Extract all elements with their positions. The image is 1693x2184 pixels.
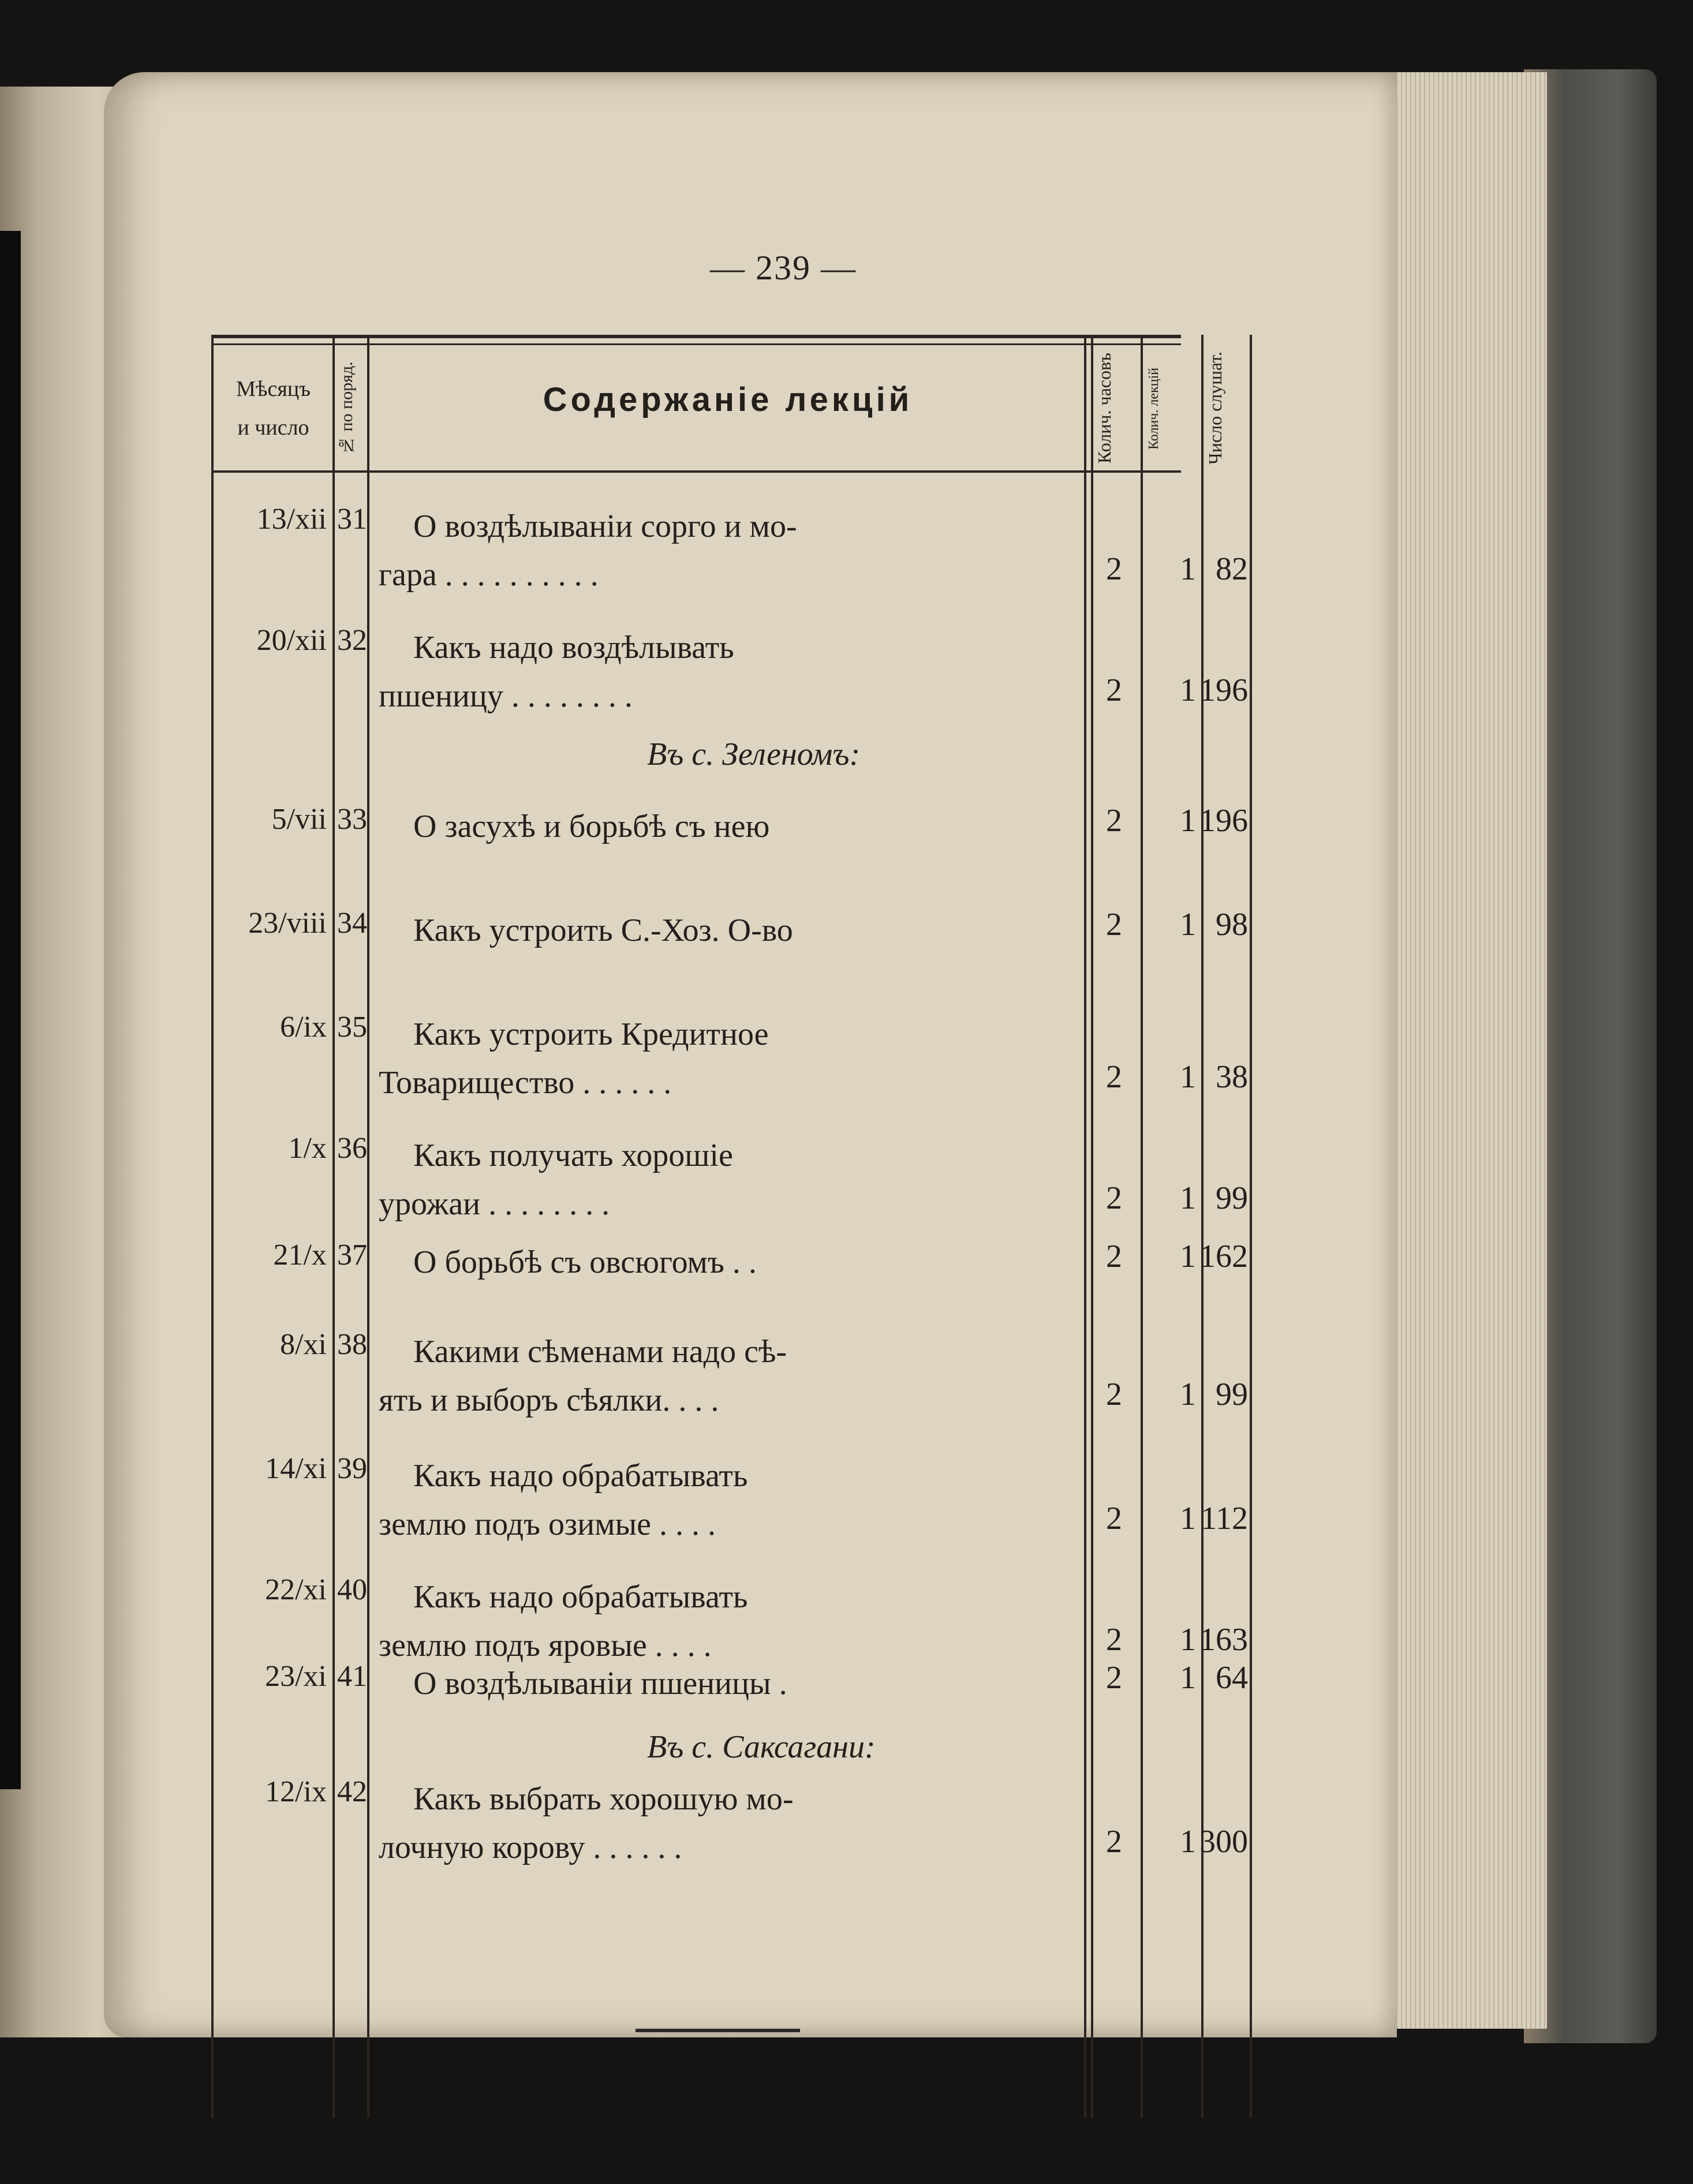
- row-content: [379, 1775, 1077, 1872]
- lecture-title-line: О воздѣлываніи сорго и мо-: [413, 508, 797, 544]
- row-date: 20/xii: [256, 624, 327, 657]
- row-hours: 2: [1106, 1622, 1122, 1658]
- book-page: [104, 72, 1397, 2037]
- lecture-title-line: О засухѣ и борьбѣ съ нею: [413, 809, 770, 844]
- row-listeners: 300: [1199, 1824, 1248, 1860]
- row-number: 38: [337, 1328, 367, 1361]
- row-lectures: 1: [1180, 1180, 1196, 1216]
- row-lectures: 1: [1180, 1824, 1196, 1860]
- row-lectures: 1: [1180, 551, 1196, 587]
- row-content: [379, 1452, 1077, 1549]
- closing-rule: [636, 2029, 800, 2032]
- header-month-line2: и число: [237, 416, 309, 440]
- row-listeners: 196: [1199, 803, 1248, 839]
- header-listeners: Число слушат.: [1205, 351, 1225, 465]
- row-hours: 2: [1106, 803, 1122, 839]
- row-listeners: 38: [1216, 1059, 1248, 1095]
- row-date: 23/xi: [265, 1660, 327, 1693]
- row-lectures: 1: [1180, 1622, 1196, 1658]
- row-content: [379, 1010, 1077, 1107]
- row-hours: 2: [1106, 1660, 1122, 1696]
- lecture-title-line: Какъ надо обрабатывать: [413, 1458, 748, 1494]
- row-date: 23/viii: [248, 907, 327, 940]
- row-date: 13/xii: [256, 503, 327, 536]
- row-number: 31: [337, 503, 367, 536]
- row-lectures: 1: [1180, 1239, 1196, 1274]
- row-date: 8/xi: [280, 1328, 327, 1361]
- row-date: 5/vii: [271, 803, 327, 836]
- lecture-title-line: Какъ устроить Кредитное: [413, 1016, 769, 1052]
- row-number: 40: [337, 1573, 367, 1606]
- lecture-title-line: Какъ выбрать хорошую мо-: [413, 1781, 794, 1817]
- row-number: 39: [337, 1452, 367, 1485]
- page-number: — 239 —: [710, 249, 857, 287]
- lecture-title-line: Какъ устроить С.-Хоз. О-во: [413, 913, 793, 948]
- lecture-title-line: О воздѣлываніи пшеницы .: [413, 1666, 787, 1701]
- row-lectures: 1: [1180, 1059, 1196, 1095]
- row-date: 14/xi: [265, 1452, 327, 1485]
- header-lectures: Колич. лекцій: [1146, 367, 1161, 450]
- row-hours: 2: [1106, 1501, 1122, 1536]
- lecture-title-line: пшеницу . . . . . . . .: [379, 678, 633, 714]
- lecture-title-line: землю подъ яровые . . . .: [379, 1628, 712, 1663]
- row-listeners: 98: [1216, 907, 1248, 943]
- row-number: 37: [337, 1239, 367, 1271]
- row-date: 12/ix: [265, 1775, 327, 1808]
- village-heading: Въ с. Саксагани:: [647, 1729, 876, 1765]
- row-hours: 2: [1106, 1180, 1122, 1216]
- row-content: [379, 802, 1077, 851]
- row-listeners: 112: [1201, 1501, 1248, 1536]
- row-number: 33: [337, 803, 367, 836]
- lecture-title-line: ять и выборъ сѣялки. . . .: [379, 1382, 719, 1418]
- row-hours: 2: [1106, 1239, 1122, 1274]
- lecture-title-line: Товарищество . . . . . .: [379, 1065, 672, 1101]
- header-content: Содержаніе лекцій: [543, 381, 913, 418]
- header-hours: Колич. часовъ: [1094, 353, 1115, 464]
- row-listeners: 99: [1216, 1180, 1248, 1216]
- row-hours: 2: [1106, 1824, 1122, 1860]
- row-listeners: 64: [1216, 1660, 1248, 1696]
- lecture-title-line: Какъ надо обрабатывать: [413, 1579, 748, 1615]
- lecture-title-line: Какими сѣменами надо сѣ-: [413, 1334, 787, 1370]
- lecture-title-line: О борьбѣ съ овсюгомъ . .: [413, 1244, 757, 1280]
- lecture-title-line: Какъ получать хорошіе: [413, 1138, 733, 1173]
- lecture-title-line: гара . . . . . . . . . .: [379, 557, 599, 593]
- row-lectures: 1: [1180, 803, 1196, 839]
- binding-shadow: [0, 231, 21, 1789]
- lecture-title-line: лочную корову . . . . . .: [379, 1830, 682, 1865]
- row-content: [379, 1573, 1077, 1670]
- row-listeners: 196: [1199, 672, 1248, 708]
- header-month: [217, 375, 330, 443]
- row-content: [379, 1131, 1077, 1228]
- row-hours: 2: [1106, 1059, 1122, 1095]
- row-hours: 2: [1106, 672, 1122, 708]
- row-content: [379, 1238, 1077, 1287]
- row-listeners: 162: [1199, 1239, 1248, 1274]
- row-content: [379, 1327, 1077, 1424]
- lecture-title-line: урожаи . . . . . . . .: [379, 1186, 610, 1222]
- row-lectures: 1: [1180, 1660, 1196, 1696]
- row-lectures: 1: [1180, 672, 1196, 708]
- village-heading: Въ с. Зеленомъ:: [647, 736, 861, 772]
- row-date: 6/ix: [280, 1011, 327, 1044]
- row-hours: 2: [1106, 551, 1122, 587]
- row-listeners: 82: [1216, 551, 1248, 587]
- row-number: 36: [337, 1132, 367, 1165]
- row-listeners: 99: [1216, 1377, 1248, 1412]
- row-content: [379, 1659, 1077, 1708]
- row-date: 21/x: [273, 1239, 327, 1271]
- row-number: 42: [337, 1775, 367, 1808]
- page-block-edges: [1380, 72, 1547, 2029]
- row-lectures: 1: [1180, 1501, 1196, 1536]
- row-date: 22/xi: [265, 1573, 327, 1606]
- row-lectures: 1: [1180, 1377, 1196, 1412]
- lecture-title-line: Какъ надо воздѣлывать: [413, 630, 734, 665]
- row-content: [379, 502, 1077, 599]
- row-number: 41: [337, 1660, 367, 1693]
- row-listeners: 163: [1199, 1622, 1248, 1658]
- row-number: 32: [337, 624, 367, 657]
- row-content: [379, 623, 1077, 720]
- lecture-title-line: землю подъ озимые . . . .: [379, 1506, 716, 1542]
- header-month-line1: Мѣсяцъ: [236, 377, 311, 401]
- header-ordinal: № по поряд.: [337, 361, 356, 455]
- row-hours: 2: [1106, 907, 1122, 943]
- row-lectures: 1: [1180, 907, 1196, 943]
- row-number: 35: [337, 1011, 367, 1044]
- row-date: 1/x: [288, 1132, 327, 1165]
- row-number: 34: [337, 907, 367, 940]
- row-content: [379, 906, 1077, 955]
- row-hours: 2: [1106, 1377, 1122, 1412]
